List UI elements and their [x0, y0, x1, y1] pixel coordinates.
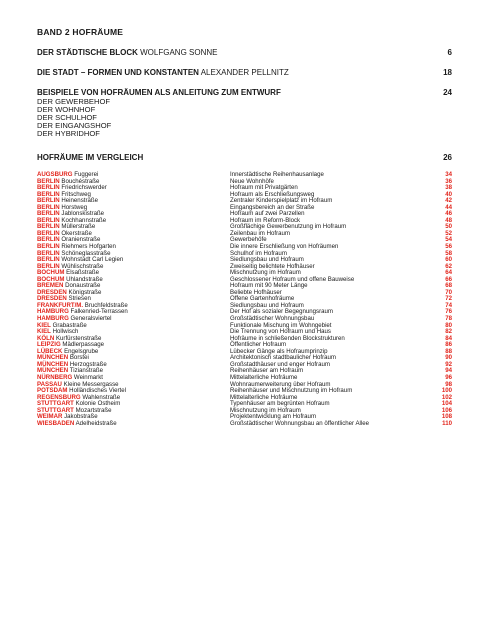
row-street: Elsaßstraße [66, 269, 99, 277]
row-page: 74 [445, 301, 452, 309]
row-page: 78 [445, 315, 452, 323]
row-description: Eingangsbereich an der Straße [230, 203, 315, 211]
row-page: 90 [445, 354, 452, 362]
row-city: BERLIN [37, 177, 60, 185]
row-city: BERLIN [37, 243, 60, 251]
sub-item-wohnhof[interactable]: DER WOHNHOF [37, 105, 96, 114]
row-page: 50 [445, 223, 452, 231]
row-page: 110 [442, 419, 452, 427]
row-description: Der Hof als sozialer Begegnungsraum [230, 308, 333, 316]
row-street: Mädlerpassage [62, 341, 105, 349]
row-street: Riehmers Hofgarten [61, 243, 116, 251]
row-page: 64 [445, 269, 452, 277]
sub-item-hybridhof[interactable]: DER HYBRIDHOF [37, 129, 100, 138]
row-description: Lübecker Gänge als Hofraumprinzip [230, 347, 328, 355]
toc-entry-staedtischer-block[interactable] [37, 48, 452, 59]
row-street: Borstei [69, 354, 89, 362]
row-page: 36 [445, 177, 452, 185]
row-street: Heinenstraße [61, 197, 98, 205]
row-page: 96 [445, 373, 452, 381]
row-street: Donaustraße [65, 282, 101, 290]
row-page: 104 [441, 400, 452, 408]
row-page: 40 [445, 190, 452, 198]
row-city: WEIMAR [37, 413, 63, 421]
toc-entry-title: BEISPIELE VON HOFRÄUMEN ALS ANLEITUNG ZUM ENTWURF [37, 88, 281, 97]
row-page: 108 [441, 413, 452, 421]
row-city: MÜNCHEN [37, 360, 69, 368]
comparison-list [37, 172, 452, 427]
row-page: 60 [445, 256, 452, 264]
toc-entry-author: ALEXANDER PELLNITZ [200, 68, 289, 77]
row-street: Falkenried-Terrassen [70, 308, 128, 316]
row-description: Großstadthäuser und enger Hofraum [230, 360, 330, 368]
row-street: Jakobstraße [64, 413, 98, 421]
row-city: WIESBADEN [37, 419, 75, 427]
row-page: 100 [441, 387, 452, 395]
row-page: 106 [441, 406, 452, 414]
row-city: REGENSBURG [37, 393, 81, 401]
row-description: Neue Wohnhöfe [230, 177, 274, 185]
row-page: 46 [445, 210, 452, 218]
row-street: Engelsgrube [64, 347, 99, 355]
row-city: FRANKFURT/M. [37, 301, 84, 309]
toc-entry-author: WOLFGANG SONNE [140, 48, 218, 57]
row-description: Projektentwicklung am Hofraum [230, 413, 317, 421]
row-description: Hofraum im Reform-Block [230, 216, 301, 224]
row-description: Gewerbehöfe [230, 236, 267, 244]
row-street: Kurfürstenstraße [55, 334, 102, 342]
row-street: Schöneglasstraße [61, 249, 111, 257]
comparison-heading[interactable] [37, 153, 452, 162]
row-page: 80 [445, 321, 452, 329]
row-street: Friedrichswerder [61, 184, 107, 192]
row-city: AUGSBURG [37, 171, 73, 178]
row-city: BERLIN [37, 229, 60, 237]
row-page: 98 [445, 380, 452, 388]
row-page: 62 [445, 262, 452, 270]
sub-item-schulhof[interactable]: DER SCHULHOF [37, 113, 97, 122]
row-city: PASSAU [37, 380, 62, 388]
row-description: Die Trennung von Hofraum und Haus [230, 328, 331, 336]
row-page: 54 [445, 236, 452, 244]
row-street: Fuggerei [74, 171, 99, 178]
row-description: Reihenhäuser am Hofraum [230, 367, 304, 375]
row-city: HAMBURG [37, 315, 69, 323]
row-page: 76 [445, 308, 452, 316]
row-city: BERLIN [37, 223, 60, 231]
sub-item-eingangshof[interactable]: DER EINGANGSHOF [37, 121, 112, 130]
row-street: Wahlenstraße [82, 393, 121, 401]
row-description: Siedlungsbau und Hofraum [230, 301, 304, 309]
row-page: 88 [445, 347, 452, 355]
row-city: DRESDEN [37, 288, 67, 296]
row-description: Geschlossener Hofraum und offene Bauweise [230, 275, 355, 283]
row-description: Innerstädtische Reihenhausanlage [230, 171, 324, 178]
row-street: Bruchfeldstraße [84, 301, 128, 309]
row-street: Tizianstraße [69, 367, 104, 375]
row-description: Mischnutzung im Hofraum [230, 269, 301, 277]
row-description: Hofräume in schließenden Blockstrukturen [230, 334, 345, 342]
row-page: 44 [445, 203, 452, 211]
row-street: Striesen [68, 295, 91, 303]
row-street: Kolonie Ostheim [75, 400, 121, 408]
row-description: Hofraum mit Privatgärten [230, 184, 298, 192]
row-city: STUTTGART [37, 406, 74, 414]
row-description: Mischnutzung im Hofraum [230, 406, 301, 414]
row-city: LÜBECK [37, 347, 63, 355]
row-description: Wohnraumerweiterung über Hofraum [230, 380, 331, 388]
row-street: Königstraße [68, 288, 102, 296]
row-city: BERLIN [37, 210, 60, 218]
row-city: BERLIN [37, 249, 60, 257]
row-page: 48 [445, 216, 452, 224]
row-description: Mittelalterliche Hofräume [230, 393, 298, 401]
row-description: Reihenhäuser und Mischnutzung im Hofraum [230, 387, 353, 395]
row-street: Müllerstraße [61, 223, 96, 231]
row-street: Jablonskistraße [61, 210, 105, 218]
row-description: Hofraum als Erschließungsweg [230, 190, 315, 198]
row-city: BERLIN [37, 203, 60, 211]
row-page: 94 [445, 367, 452, 375]
row-description: Zweiseitig belichtete Hofhäuser [230, 262, 315, 270]
row-description: Großstädtischer Wohnungsbau [230, 315, 315, 323]
row-street: Horstweg [61, 203, 88, 211]
row-city: BERLIN [37, 236, 60, 244]
row-description: Hofraum mit 90 Meter Länge [230, 282, 308, 290]
row-page: 84 [445, 334, 452, 342]
row-description: Funktionale Mischung im Wohngebiet [230, 321, 332, 329]
row-description: Mittelalterliche Hofräume [230, 373, 298, 381]
row-city: BERLIN [37, 197, 60, 205]
row-description: Beliebte Hofhäuser [230, 288, 282, 296]
row-description: Hofraum auf zwei Parzellen [230, 210, 305, 218]
row-description: Großstädtischer Wohnungsbau an öffentlicher Allee [230, 419, 369, 427]
row-street: Kleine Messergasse [63, 380, 119, 388]
row-street: Mozartstraße [75, 406, 112, 414]
toc-entry-die-stadt[interactable] [37, 68, 452, 79]
row-page: 66 [445, 275, 452, 283]
row-city: KIEL [37, 321, 51, 329]
row-city: KIEL [37, 328, 51, 336]
row-street: Hollwisch [52, 328, 79, 336]
row-city: BERLIN [37, 190, 60, 198]
row-description: Offene Gartenhofräume [230, 295, 295, 303]
row-page: 86 [445, 341, 452, 349]
row-page: 92 [445, 360, 452, 368]
row-page: 102 [441, 393, 452, 401]
row-street: Uhlandstraße [66, 275, 103, 283]
row-city: BERLIN [37, 184, 60, 192]
row-page: 68 [445, 282, 452, 290]
row-street: Holländisches Viertel [69, 387, 126, 395]
row-city: BOCHUM [37, 269, 65, 277]
row-description: Architektonisch stadtbaulicher Hofraum [230, 354, 337, 362]
row-street: Grabastraße [52, 321, 87, 329]
row-street: Weinmarkt [73, 373, 103, 381]
row-street: Bouchéstraße [61, 177, 100, 185]
row-city: BREMEN [37, 282, 64, 290]
toc-entry-page: 24 [443, 88, 452, 97]
toc-entry-title: DER STÄDTISCHE BLOCK [37, 48, 138, 57]
row-street: Okerstraße [61, 229, 92, 237]
row-page: 56 [445, 243, 452, 251]
row-street: Fritschweg [61, 190, 91, 198]
row-street: Herzogstraße [69, 360, 107, 368]
row-city: MÜNCHEN [37, 354, 69, 362]
row-city: LEIPZIG [37, 341, 61, 349]
row-page: 52 [445, 229, 452, 237]
sub-item-gewerbehof[interactable]: DER GEWERBEHOF [37, 97, 110, 106]
row-city: BERLIN [37, 262, 60, 270]
row-page: 58 [445, 249, 452, 257]
toc-entry-page: 18 [443, 68, 452, 77]
toc-entry-title: DIE STADT – FORMEN UND KONSTANTEN [37, 68, 199, 77]
comparison-row[interactable] [37, 421, 452, 428]
row-city: POTSDAM [37, 387, 68, 395]
row-description: Großflächige Gewerbenutzung im Hofraum [230, 223, 347, 231]
band-title: BAND 2 HOFRÄUME [37, 27, 124, 37]
row-page: 34 [445, 171, 452, 178]
row-city: KÖLN [37, 334, 55, 342]
row-street: Adelheidstraße [75, 419, 117, 427]
comparison-heading-title: HOFRÄUME IM VERGLEICH [37, 153, 144, 162]
row-city: HAMBURG [37, 308, 69, 316]
row-city: NÜRNBERG [37, 373, 73, 381]
row-city: BERLIN [37, 216, 60, 224]
row-description: Zeilenbau im Hofraum [230, 229, 290, 237]
row-city: STUTTGART [37, 400, 74, 408]
row-page: 70 [445, 288, 452, 296]
row-city: DRESDEN [37, 295, 67, 303]
comparison-heading-page: 26 [443, 153, 452, 162]
row-street: Generalsviertel [70, 315, 112, 323]
row-description: Siedlungsbau und Hofraum [230, 256, 304, 264]
row-description: Die innere Erschließung von Hofräumen [230, 243, 339, 251]
row-street: Oranienstraße [61, 236, 101, 244]
row-description: Schulhof im Hofraum [230, 249, 287, 257]
row-street: Wühlischstraße [61, 262, 104, 270]
row-description: Öffentlicher Hofraum [230, 341, 287, 349]
row-street: Kochhannstraße [61, 216, 107, 224]
row-page: 82 [445, 328, 452, 336]
row-page: 72 [445, 295, 452, 303]
row-city: MÜNCHEN [37, 367, 69, 375]
row-street: Wohnstadt Carl Legien [61, 256, 124, 264]
row-page: 42 [445, 197, 452, 205]
row-city: BERLIN [37, 256, 60, 264]
toc-entry-page: 6 [447, 48, 452, 57]
row-page: 38 [445, 184, 452, 192]
row-description: Typenhäuser am begrünten Hofraum [230, 400, 330, 408]
row-city: BOCHUM [37, 275, 65, 283]
row-description: Zentraler Kinderspielplatz im Hofraum [230, 197, 333, 205]
